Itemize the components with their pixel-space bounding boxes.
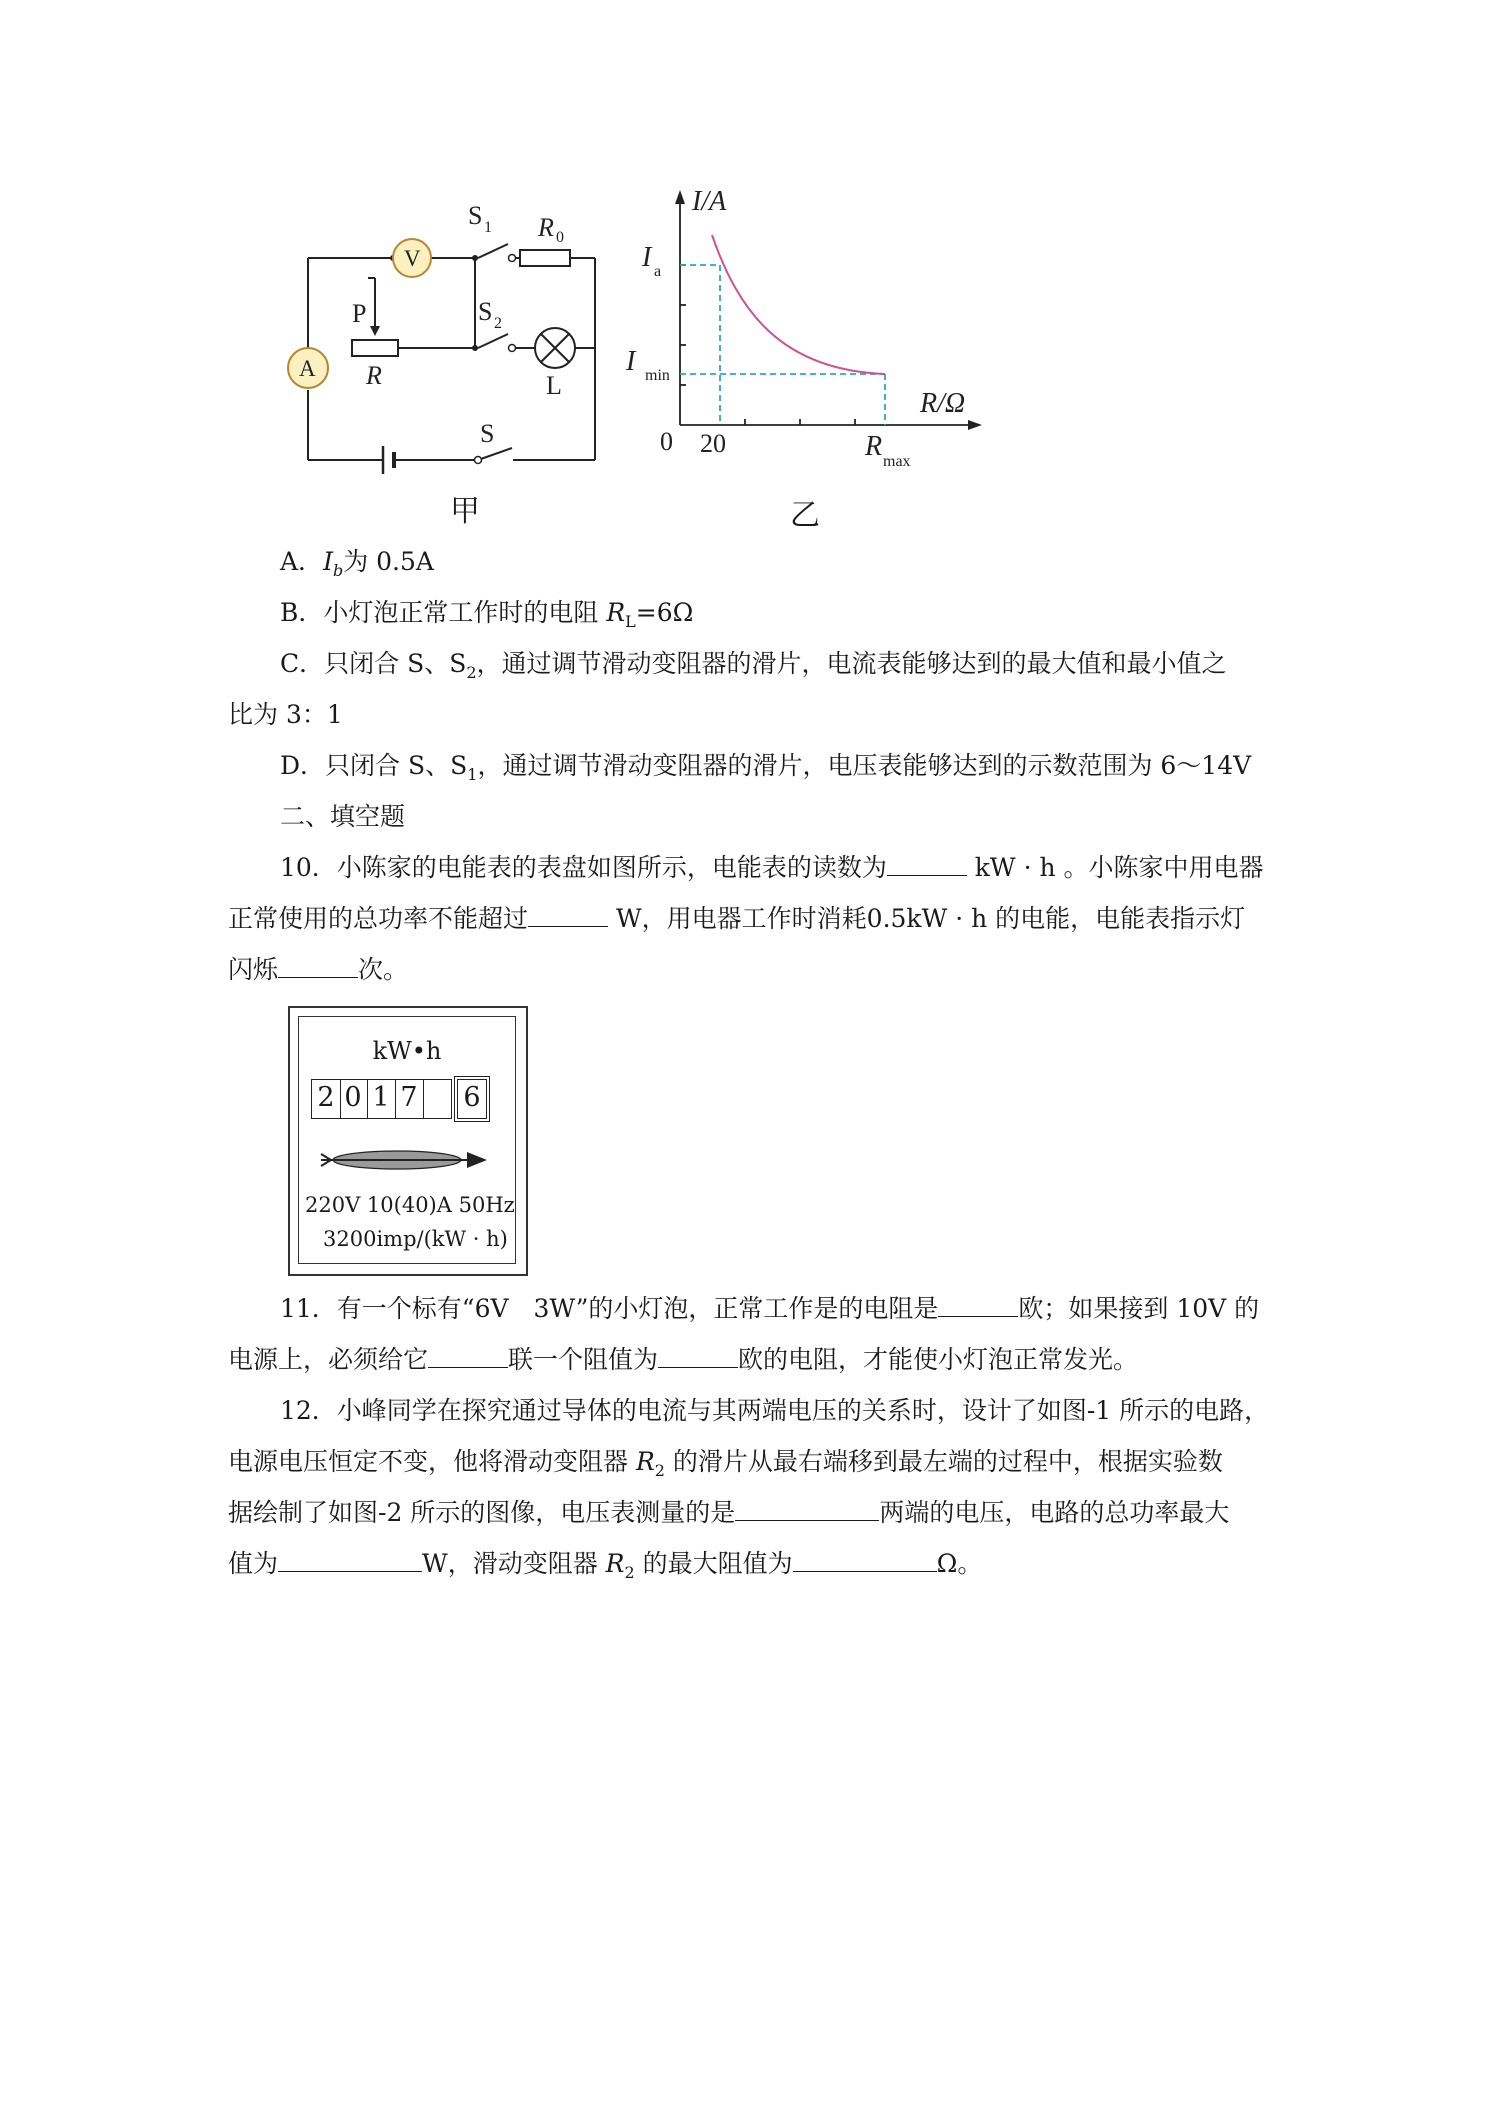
answer-blank[interactable] — [528, 902, 608, 927]
option-b: B．小灯泡正常工作时的电阻 $R_L=6\Omega$ — [280, 598, 694, 631]
answer-blank[interactable] — [428, 1343, 508, 1368]
answer-blank[interactable] — [887, 851, 967, 876]
switch-s2-sub: 2 — [494, 315, 502, 332]
voltmeter-label: V — [404, 246, 421, 271]
lamp-l-label: L — [546, 371, 562, 400]
meter-digit: 0 — [339, 1079, 368, 1119]
meter-digit: 2 — [311, 1079, 341, 1119]
meter-spec-2: 3200imp/(kW · h) — [323, 1227, 508, 1251]
meter-unit: kW•h — [372, 1037, 442, 1065]
answer-blank[interactable] — [658, 1343, 738, 1368]
section-title: 二、填空题 — [280, 802, 406, 831]
imin-sub: min — [645, 367, 670, 384]
ia-sub: a — [654, 263, 662, 280]
switch-s1-label: S — [468, 201, 483, 230]
circuit-diagram — [280, 180, 620, 480]
y-axis-label: I/A — [692, 186, 727, 217]
q11-line1: 11．有一个标有“6V 3W”的小灯泡，正常工作是的电阻是 欧；如果接到 10V 的 — [280, 1294, 1260, 1323]
meter-digit-decimal: 6 — [457, 1079, 487, 1119]
current-resistance-graph — [610, 180, 990, 480]
disc-arrow-icon — [317, 1145, 497, 1175]
figure-yi-caption: 乙 — [790, 498, 820, 533]
q10-line3: 闪烁 次。 — [228, 955, 409, 984]
q11-line2: 电源上，必须给它 联一个阻值为 欧的电阻，才能使小灯泡正常发光。 — [228, 1345, 1139, 1374]
ia-label: I — [642, 242, 652, 273]
option-c-line1: C．只闭合 S、$S_2$，通过调节滑动变阻器的滑片，电流表能够达到的最大值和最小值之 — [280, 649, 1227, 682]
option-d: D．只闭合 S、$S_1$，通过调节滑动变阻器的滑片，电压表能够达到的示数范围为 6～14V — [280, 751, 1252, 784]
x-axis-label: R/Ω — [920, 388, 966, 419]
q12-line2: 电源电压恒定不变，他将滑动变阻器 $R_2$ 的滑片从最右端移到最左端的过程中，根据实验数 — [228, 1447, 1223, 1480]
q12-line4: 值为 W，滑动变阻器 $R_2$ 的最大阻值为 Ω。 — [228, 1549, 983, 1582]
energy-meter — [288, 1006, 528, 1276]
resistor-r0-label: R — [538, 213, 554, 242]
switch-s1-sub: 1 — [484, 219, 492, 236]
imin-label: I — [626, 346, 636, 377]
answer-blank[interactable] — [938, 1292, 1018, 1317]
rmax-label: R — [865, 431, 883, 462]
ammeter-label: A — [299, 356, 316, 381]
answer-blank[interactable] — [278, 953, 358, 978]
rmax-sub: max — [883, 453, 911, 470]
q12-line3: 据绘制了如图-2 所示的图像，电压表测量的是 两端的电压，电路的总功率最大 — [228, 1498, 1230, 1527]
x-tick-20: 20 — [700, 429, 726, 458]
meter-digit: 7 — [395, 1079, 424, 1119]
option-a: A．$I_b$为 0.5A — [280, 547, 434, 580]
q10-line1: 10．小陈家的电能表的表盘如图所示，电能表的读数为 kW · h 。小陈家中用电器 — [280, 853, 1264, 882]
meter-spec-1: 220V 10(40)A 50Hz — [305, 1193, 515, 1217]
answer-blank[interactable] — [793, 1547, 937, 1572]
meter-digit: 1 — [367, 1079, 396, 1119]
option-c-line2: 比为 3：1 — [228, 700, 343, 729]
q12-line1: 12．小峰同学在探究通过导体的电流与其两端电压的关系时，设计了如图-1 所示的电路， — [280, 1396, 1270, 1425]
slider-p-label: P — [352, 299, 367, 328]
q10-line2: 正常使用的总功率不能超过 W，用电器工作时消耗0.5kW · h 的电能，电能表指示灯 — [228, 904, 1246, 933]
rheostat-r-label: R — [366, 361, 382, 390]
switch-s2-label: S — [478, 297, 493, 326]
switch-s-label: S — [480, 419, 495, 448]
origin-label: 0 — [660, 427, 673, 456]
figure-jia-caption: 甲 — [450, 494, 480, 529]
resistor-r0-sub: 0 — [556, 229, 564, 246]
answer-blank[interactable] — [278, 1547, 422, 1572]
answer-blank[interactable] — [735, 1496, 879, 1521]
